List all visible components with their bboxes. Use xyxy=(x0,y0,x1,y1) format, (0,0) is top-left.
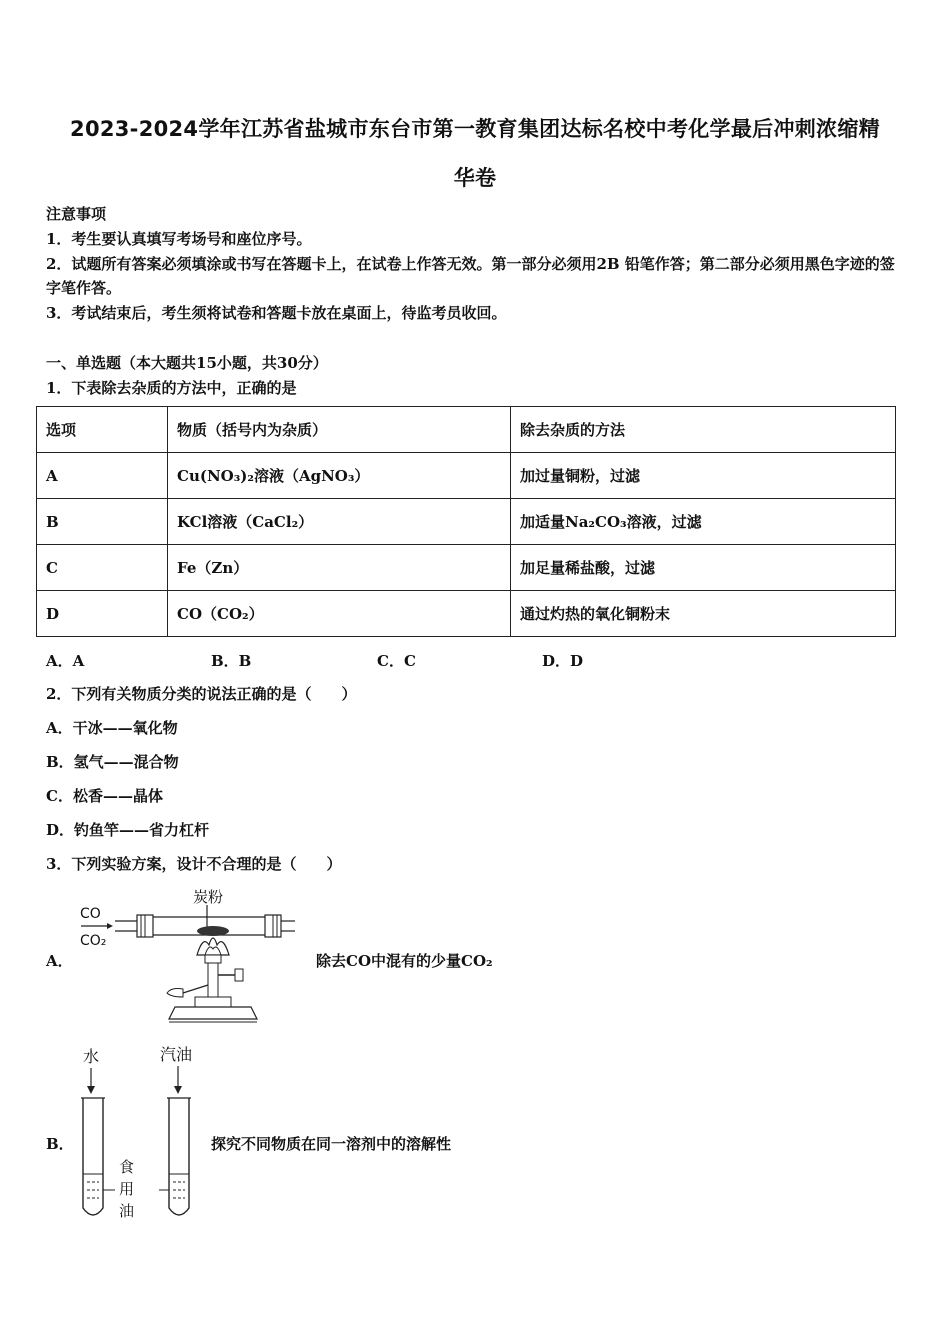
q2-stem: 2．下列有关物质分类的说法正确的是（ ） xyxy=(46,685,357,703)
q3-choice-b-label[interactable]: B． xyxy=(46,1135,74,1153)
gasoline-label: 汽油 xyxy=(160,1045,193,1064)
table-row xyxy=(37,499,896,545)
table-row xyxy=(37,591,896,637)
table-cell-substance: CO（CO₂） xyxy=(168,591,511,637)
powder-label: 炭粉 xyxy=(193,888,224,906)
table-cell-option: D xyxy=(37,591,168,637)
q1-table xyxy=(36,406,896,637)
section-heading: 一、单选题（本大题共15小题，共30分） xyxy=(46,354,328,372)
notes-item-1: 1．考生要认真填写考场号和座位序号。 xyxy=(46,230,312,248)
q1-choice-b[interactable]: B．B xyxy=(211,652,252,670)
table-row xyxy=(37,453,896,499)
q3-choice-a-label[interactable]: A． xyxy=(46,952,73,970)
gas-co2-label: CO₂ xyxy=(80,933,107,949)
q3-stem: 3．下列实验方案，设计不合理的是（ ） xyxy=(46,855,342,873)
q2-choice-c[interactable]: C．松香——晶体 xyxy=(46,787,163,805)
page-title: 2023-2024学年江苏省盐城市东台市第一教育集团达标名校中考化学最后冲刺浓缩精 xyxy=(70,117,880,141)
table-cell-option: A xyxy=(37,453,168,499)
q3-choice-a-text: 除去CO中混有的少量CO₂ xyxy=(316,952,493,970)
q1-stem: 1．下表除去杂质的方法中，正确的是 xyxy=(46,379,297,397)
q3-choice-b-text: 探究不同物质在同一溶剂中的溶解性 xyxy=(211,1135,452,1153)
page-title-continued: 华卷 xyxy=(453,166,497,190)
notes-item-2: 2．试题所有答案必须填涂或书写在答题卡上，在试卷上作答无效。第一部分必须用2B 铅笔作答；第二部分必须用黑色字迹的签字笔作答。 xyxy=(46,255,895,297)
q2-choice-d[interactable]: D．钓鱼竿——省力杠杆 xyxy=(46,821,210,839)
table-cell-method: 通过灼热的氧化铜粉末 xyxy=(511,591,896,637)
q1-choice-c[interactable]: C．C xyxy=(377,652,416,670)
table-cell-substance: Fe（Zn） xyxy=(168,545,511,591)
table-cell-substance: KCl溶液（CaCl₂） xyxy=(168,499,511,545)
q2-choice-b[interactable]: B．氢气——混合物 xyxy=(46,753,179,771)
notes-heading: 注意事项 xyxy=(46,205,107,223)
table-header-cell: 物质（括号内为杂质） xyxy=(168,407,511,453)
table-cell-option: B xyxy=(37,499,168,545)
table-cell-method: 加适量Na₂CO₃溶液，过滤 xyxy=(511,499,896,545)
water-label: 水 xyxy=(83,1047,100,1066)
table-cell-method: 加过量铜粉，过滤 xyxy=(511,453,896,499)
notes-item-3: 3．考试结束后，考生须将试卷和答题卡放在桌面上，待监考员收回。 xyxy=(46,304,507,322)
carbon-powder-apparatus-figure xyxy=(75,885,305,1025)
table-row xyxy=(37,545,896,591)
q2-choice-a[interactable]: A．干冰——氧化物 xyxy=(46,719,178,737)
table-header-row xyxy=(37,407,896,453)
solubility-test-tubes-figure xyxy=(75,1042,215,1232)
table-cell-substance: Cu(NO₃)₂溶液（AgNO₃） xyxy=(168,453,511,499)
q1-choice-a[interactable]: A．A xyxy=(46,652,85,670)
oil-label-1: 食 xyxy=(119,1158,135,1176)
gas-co-label: CO xyxy=(80,906,101,922)
oil-label-2: 用 xyxy=(119,1180,135,1198)
table-cell-option: C xyxy=(37,545,168,591)
table-header-cell: 选项 xyxy=(37,407,168,453)
table-header-cell: 除去杂质的方法 xyxy=(511,407,896,453)
oil-label-3: 油 xyxy=(119,1202,135,1220)
q1-choice-d[interactable]: D．D xyxy=(542,652,584,670)
table-cell-method: 加足量稀盐酸，过滤 xyxy=(511,545,896,591)
